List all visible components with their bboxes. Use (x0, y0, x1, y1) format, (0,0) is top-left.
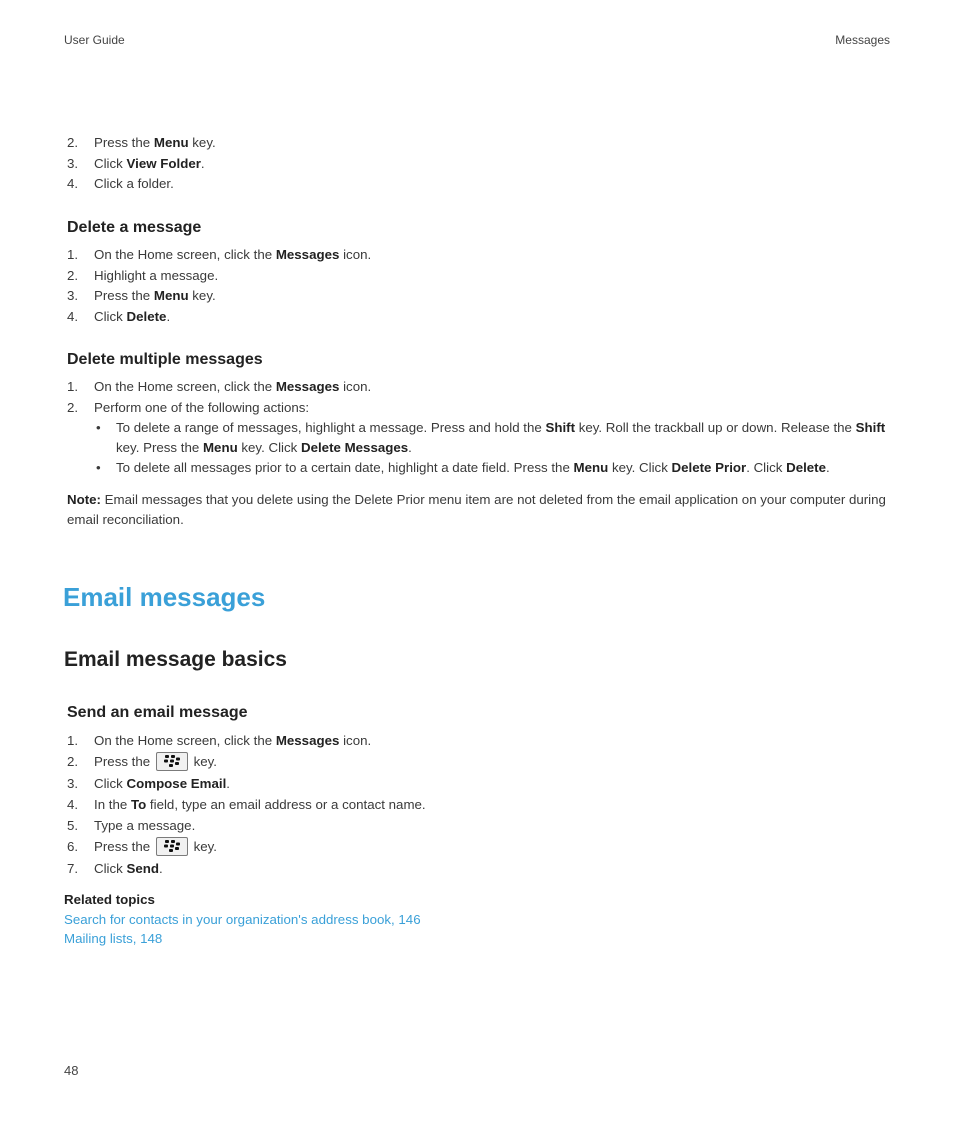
blackberry-menu-key-icon (156, 752, 188, 771)
send-email-heading: Send an email message (67, 704, 248, 721)
send-email-steps (67, 730, 891, 879)
delete-multiple-steps (67, 377, 891, 478)
related-link-mailing-lists[interactable]: Mailing lists, 148 (64, 931, 163, 946)
blackberry-menu-key-icon (156, 837, 188, 856)
related-link-address-book[interactable]: Search for contacts in your organization's address book, 146 (64, 911, 421, 927)
step-number: 2. (67, 135, 79, 150)
action-bullets (94, 418, 891, 478)
running-header-left: User Guide (64, 33, 125, 47)
running-header-right: Messages (835, 33, 890, 47)
bullet-item: • To delete all messages prior to a certain date, highlight a date field. Press the Menu key. Click Delete Prior. Click Delete. (94, 458, 891, 478)
bullet-item: • To delete a range of messages, highlight a message. Press and hold the Shift key. Roll the trackball up or down. Release the Shift key. Press the Menu key. Click Delete Messages. (96, 420, 886, 455)
list-item: 6. Press the key. (67, 836, 891, 857)
note-paragraph (67, 490, 891, 529)
list-item: 5. Type a message. (67, 818, 196, 834)
chapter-title: Email messages (63, 582, 266, 612)
list-item: 1. On the Home screen, click the Messages icon. (67, 247, 372, 262)
page-number: 48 (64, 1063, 79, 1078)
delete-message-heading: Delete a message (67, 219, 202, 236)
bullet-glyph: • (96, 420, 101, 435)
list-item: 7. Click Send. (67, 860, 163, 876)
list-item: 2. Press the key. (67, 751, 891, 772)
step-number: 4. (67, 176, 79, 191)
list-item: 4. Click Delete. (67, 308, 171, 324)
note-label: Note: (67, 492, 101, 507)
bullet-glyph: • (96, 460, 101, 475)
list-item: 3. Click Compose Email. (67, 775, 230, 791)
list-item: 2. Highlight a message. (67, 267, 219, 283)
list-item: 1. On the Home screen, click the Messages icon. (67, 733, 372, 748)
related-topics-title: Related topics (64, 892, 155, 907)
list-item: 2. Perform one of the following actions: • To delete a range of messages, highlight a message. Press and hold the Shift key. Roll the trackball up or down. Release the Shift key. Press the Menu key. Click Delete Messages. • To delete all messages prior to a certain date, highlight a date field. Press the Menu key. Click Delete Prior. Click Delete. (67, 398, 891, 479)
list-item: 1. On the Home screen, click the Messages icon. (67, 379, 372, 394)
delete-message-steps (67, 245, 891, 327)
list-item: 3. Click View Folder. (67, 154, 891, 175)
list-item: 3. Press the Menu key. (67, 288, 216, 303)
step-number: 3. (67, 155, 79, 171)
section-title: Email message basics (64, 648, 287, 671)
top-steps (67, 133, 891, 195)
delete-multiple-heading: Delete multiple messages (67, 351, 263, 368)
list-item: 4. In the To field, type an email address or a contact name. (67, 796, 426, 812)
related-topics (64, 890, 421, 949)
list-item: 2. Press the Menu key. (67, 133, 891, 154)
list-item: 4. Click a folder. (67, 174, 891, 195)
note-text: Email messages that you delete using the Delete Prior menu item are not deleted from the email application on your computer during email reconciliation. (67, 492, 886, 527)
